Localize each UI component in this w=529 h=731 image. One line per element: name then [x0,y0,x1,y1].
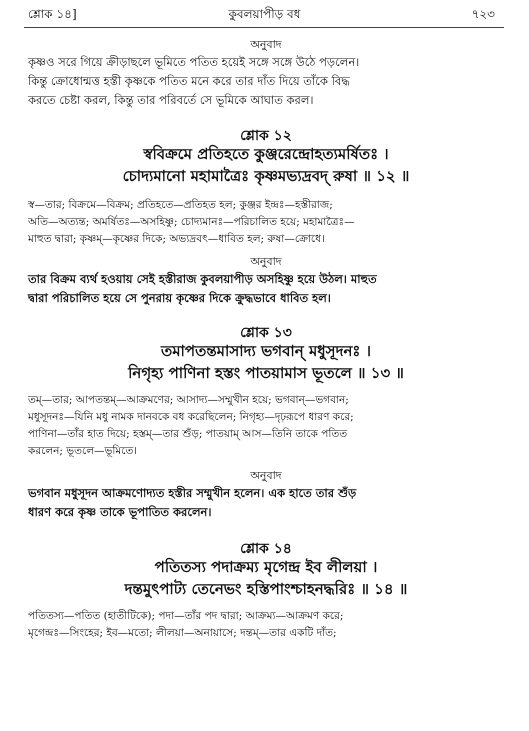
text-line: মাহুত দ্বারা; কৃষ্ণম্—কৃষ্ণের দিকে; অভ্যদ্রবৎ—ধাবিত হল; রুষা—ক্রোধে। [28,233,325,245]
verse-14-word-meanings [28,608,504,642]
verse-13-heading: শ্লোক ১৩ [240,325,292,341]
verse-12-heading: শ্লোক ১২ [240,128,292,144]
verse-13-sanskrit [28,340,504,384]
verse-13-translation [28,484,504,522]
verse-12-word-meanings [28,197,504,248]
translation-paragraph [28,53,504,110]
text-line: ভগবান মধুসূদন আক্রমণোদ্যত হস্তীর সম্মুখীন হলেন। এক হাতে তার শুঁড় [28,486,357,500]
verse-line: পতিতস্য পদাক্রম্য মৃগেন্দ্র ইব লীলয়া । [154,558,378,576]
verse-line: দন্তমুৎপাট্য তেনেভং হস্তিপাংশ্চাহনদ্ধরিঃ ॥ ১৪ ॥ [124,580,408,598]
verse-line: স্ববিক্রমে প্রতিহতে কুঞ্জরেন্দ্রোহত্যমর্ষিতঃ । [143,145,389,163]
text-line: পতিতস্য—পতিত (হাতীটিকে); পদা—তাঁর পদ দ্বারা; আক্রম্য—আক্রমণ করে; [28,610,344,622]
text-line: মধুসূদনঃ—যিনি মধু নামক দানবকে বধ করেছিলেন; নিগৃহ্য—দৃঢ়রূপে ধারণ করে; [28,411,354,423]
header-page-number: ৭২৩ [471,7,495,21]
text-line: করতে চেষ্টা করল, কিন্তু তার পরিবর্তে সে ভূমিকে আঘাত করল। [28,93,314,107]
text-line: তম্—তার; আপতন্তম্—আক্রমণের; আসাদ্য—সম্মুখীন হয়ে; ভগবান্—ভগবান; [28,394,349,406]
text-line: কিন্তু ক্রোধোন্মত্ত হস্তী কৃষ্ণকে পতিত মনে করে তার দাঁত দিয়ে তাঁকে বিদ্ধ [28,74,350,88]
header-verse-ref: শ্লোক ১৪] [28,7,77,21]
text-line: পাণিনা—তাঁর হাত দিয়ে; হস্তম্—তার শুঁড়; পাতয়াম্ আস—তিনি তাকে পতিত [28,428,348,440]
verse-14-sanskrit [28,556,504,600]
verse-line: চোদ্যমানো মহামাত্রৈঃ কৃষ্ণমভ্যদ্রবদ্ রুষা ॥ ১২ ॥ [122,167,410,185]
verse-12-sanskrit [28,143,504,187]
verse-13-translation-label: অনুবাদ [250,469,282,482]
verse-line: তমাপতন্তমাসাদ্য ভগবান্ মধুসূদনঃ । [160,342,372,360]
verse-12-translation [28,270,504,308]
text-line: কৃষ্ণও সরে গিয়ে ক্রীড়াছলে ভূমিতে পতিত হয়েই সঙ্গে সঙ্গে উঠে পড়লেন। [28,55,360,69]
translation-label: অনুবাদ [250,38,282,51]
verse-14-heading: শ্লোক ১৪ [240,541,292,557]
text-line: তার বিক্রম ব্যর্থ হওয়ায় সেই হস্তীরাজ কুবলয়াপীড় অসহিষ্ণু হয়ে উঠল। মাহুত [28,272,377,286]
text-line: মৃগেন্দ্রঃ—সিংহের; ইব—মতো; লীলয়া—অনায়াসে; দন্তম্—তার একটি দাঁত; [28,627,337,639]
text-line: ধারণ করে কৃষ্ণ তাকে ভূপাতিত করলেন। [28,505,212,519]
header-chapter-title: কুবলয়াপীড় বধ [228,7,301,21]
header-rule [24,27,504,28]
text-line: দ্বারা পরিচালিত হয়ে সে পুনরায় কৃষ্ণের দিকে ক্রুদ্ধভাবে ধাবিত হল। [28,291,331,305]
verse-line: নিগৃহ্য পাণিনা হস্তং পাতয়ামাস ভূতলে ॥ ১৩ ॥ [128,364,404,382]
verse-12-translation-label: অনুবাদ [250,255,282,268]
verse-13-word-meanings [28,392,504,460]
text-line: স্ব—তার; বিক্রমে—বিক্রম; প্রতিহতে—প্রতিহত হল; কুঞ্জর ইন্দ্রঃ—হস্তীরাজ; [28,199,333,211]
text-line: অতি—অত্যন্ত; অমর্ষিতঃ—অসহিষ্ণু; চোদ্যমানঃ—পরিচালিত হয়ে; মহামাত্রৈঃ— [28,216,355,228]
text-line: করলেন; ভূতলে—ভূমিতে। [28,445,138,457]
